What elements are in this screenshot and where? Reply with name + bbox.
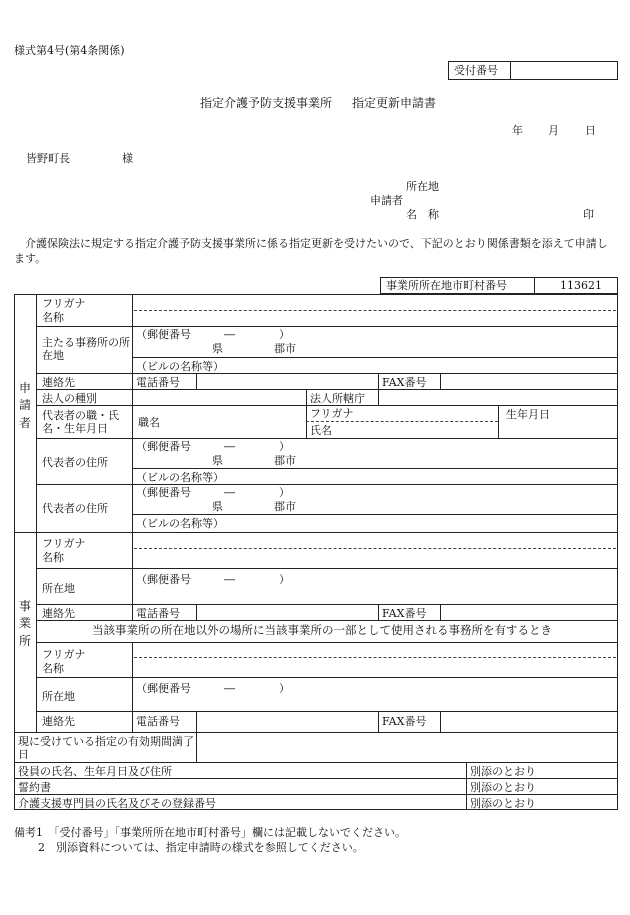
addressee-honorific: 様 (122, 152, 133, 165)
officers-label: 役員の氏名、生年月日及び住所 (18, 765, 172, 778)
representative-info-label: 代表者の職・氏名・生年月日 (42, 409, 119, 435)
location-label-1: 所在地 (42, 582, 75, 595)
rep-address-label-2: 代表者の住所 (42, 502, 108, 515)
position-label: 職名 (138, 416, 160, 429)
care-managers-value: 別添のとおり (470, 797, 536, 810)
section-applicant-label: 申請者 (18, 381, 31, 430)
phone-label-2: 電話番号 (136, 607, 180, 620)
birthdate-label: 生年月日 (506, 408, 550, 421)
applicant-address-label: 所在地 (406, 180, 439, 193)
pledge-label: 誓約書 (18, 781, 51, 794)
seal-mark: 印 (583, 208, 594, 221)
rep-furigana-label: フリガナ (310, 407, 354, 420)
intro-text: 介護保険法に規定する指定介護予防支援事業所に係る指定更新を受けたいので、下記のとおり関係書類を添えて申請します。 (14, 237, 608, 265)
postal-label-3: （郵便番号 ― ） (136, 486, 290, 499)
pledge-value: 別添のとおり (470, 781, 536, 794)
phone-label-1: 電話番号 (136, 376, 180, 389)
main-office-address-label: 主たる事務所の所在地 (42, 336, 130, 362)
date-year: 年 (512, 124, 523, 137)
name-label-3: 名称 (42, 662, 64, 675)
city-label-2: 郡市 (274, 454, 296, 467)
branch-office-note: 当該事業所の所在地以外の場所に当該事業所の一部として使用される事務所を有するとき (92, 623, 552, 637)
validity-label: 現に受けている指定の有効期間満了日 (18, 735, 194, 761)
pref-label-3: 県 (212, 500, 223, 513)
corp-authority-label: 法人所轄庁 (310, 392, 365, 405)
date-month: 月 (548, 124, 559, 137)
rep-address-label-1: 代表者の住所 (42, 456, 108, 469)
pref-label-2: 県 (212, 454, 223, 467)
location-label-2: 所在地 (42, 690, 75, 703)
contact-label-1: 連絡先 (42, 376, 75, 389)
officers-value: 別添のとおり (470, 765, 536, 778)
postal-label-5: （郵便番号 ― ） (136, 682, 290, 695)
furigana-label-3: フリガナ (42, 648, 86, 661)
fax-label-1: FAX番号 (382, 376, 427, 389)
phone-label-3: 電話番号 (136, 715, 180, 728)
building-label-1: （ビルの名称等） (136, 360, 224, 373)
furigana-label-2: フリガナ (42, 537, 86, 550)
building-label-3: （ビルの名称等） (136, 517, 224, 530)
section-office-label: 事業所 (18, 599, 31, 648)
contact-label-2: 連絡先 (42, 607, 75, 620)
form-number: 様式第4号(第4条関係) (14, 44, 125, 57)
postal-label-4: （郵便番号 ― ） (136, 573, 290, 586)
applicant-label: 申請者 (370, 194, 403, 207)
note-1: 備考1 「受付番号」「事業所所在地市町村番号」欄には記載しないでください。 (14, 826, 406, 839)
rep-name-label: 氏名 (310, 424, 332, 437)
date-day: 日 (585, 124, 596, 137)
furigana-label-1: フリガナ (42, 297, 86, 310)
document-title: 指定介護予防支援事業所 (200, 96, 333, 110)
care-managers-label: 介護支援専門員の氏名及びその登録番号 (18, 797, 216, 810)
postal-label-1: （郵便番号 ― ） (136, 328, 290, 341)
municipality-value: 113621 (560, 279, 602, 292)
city-label-3: 郡市 (274, 500, 296, 513)
corp-type-label: 法人の種別 (42, 392, 97, 405)
note-2: 2 別添資料については、指定申請時の様式を参照してください。 (38, 841, 364, 854)
document-subtitle: 指定更新申請書 (352, 96, 437, 110)
pref-label-1: 県 (212, 342, 223, 355)
fax-label-2: FAX番号 (382, 607, 427, 620)
fax-label-3: FAX番号 (382, 715, 427, 728)
addressee-name: 皆野町長 (26, 152, 70, 165)
name-label-2: 名称 (42, 551, 64, 564)
city-label-1: 郡市 (274, 342, 296, 355)
reception-number-label: 受付番号 (454, 64, 498, 77)
contact-label-3: 連絡先 (42, 715, 75, 728)
postal-label-2: （郵便番号 ― ） (136, 440, 290, 453)
municipality-label: 事業所所在地市町村番号 (386, 279, 507, 292)
applicant-name-label: 名 称 (406, 208, 439, 221)
building-label-2: （ビルの名称等） (136, 471, 224, 484)
name-label-1: 名称 (42, 311, 64, 324)
